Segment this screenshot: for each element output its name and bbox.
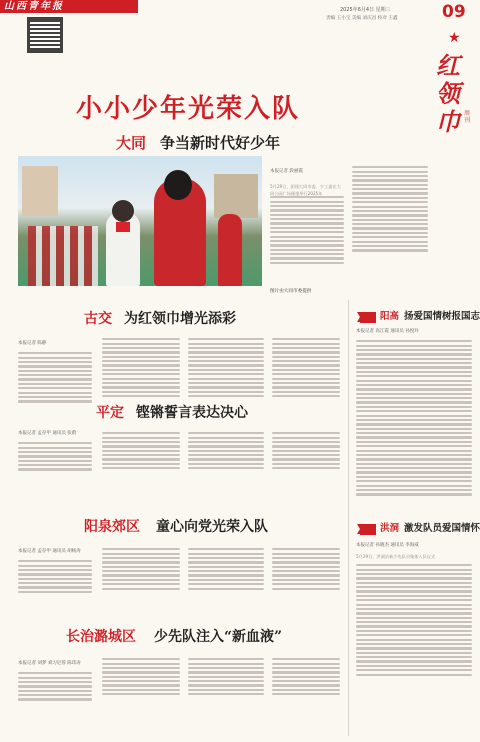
story6-flag-icon	[360, 520, 376, 539]
story3-flag-icon	[360, 308, 376, 327]
story4-body	[272, 430, 340, 472]
story3-title: 扬爱国情树报国志	[404, 311, 480, 322]
column-title-char: 领	[436, 79, 460, 108]
column-title-box	[434, 28, 478, 138]
story5-body	[272, 546, 340, 592]
qr-code	[27, 17, 63, 53]
story2-body	[188, 336, 264, 399]
story7-title: 少先队注入“新血液”	[154, 629, 283, 645]
story4-byline: 本报记者 孟存甲 通讯员 张蔚	[18, 431, 77, 436]
story2-body	[18, 350, 92, 405]
story1-byline: 本报记者 段丽霞	[270, 169, 303, 174]
story6-lead: 5月29日，洪洞县新少先队员集体入队仪式	[356, 554, 436, 559]
story5-region: 阳泉郊区	[84, 519, 140, 535]
date-line: 2025年6月4日 星期三	[340, 7, 391, 13]
story2-body	[272, 336, 340, 399]
story3-byline: 本报记者 高江霞 通讯员 孙悦玲	[356, 329, 419, 334]
story1-photo-caption: 图片由大同市委提供	[270, 289, 312, 294]
story4-body	[102, 430, 180, 472]
story4-body	[18, 440, 92, 473]
column-subtitle: 周刊	[464, 110, 471, 124]
story1-photo	[18, 156, 262, 286]
story3-region: 阳高	[380, 311, 400, 322]
story5-title: 童心向党光荣入队	[156, 519, 268, 535]
story5-body	[188, 546, 264, 592]
story7-region: 长治潞城区	[66, 629, 136, 645]
story1-title: 争当新时代好少年	[160, 134, 281, 152]
story6-region: 洪洞	[380, 523, 400, 534]
story6-byline: 本报记者 孙晓杰 通讯员 李海威	[356, 543, 419, 548]
star-icon: ★	[448, 30, 461, 46]
photo-building	[22, 166, 58, 216]
column-divider	[348, 300, 349, 736]
story4-region: 平定	[96, 405, 124, 421]
story5-byline: 本报记者 孟存甲 通讯员 胡杨涛	[18, 549, 81, 554]
story5-body	[102, 546, 180, 592]
column-title-char: 红	[436, 51, 460, 80]
story4-body	[188, 430, 264, 472]
column-title-char: 巾	[436, 107, 460, 136]
story2-body	[102, 336, 180, 399]
editor-line: 责编 王小宝 美编 刘庆昌 校对 王鑫	[326, 16, 398, 21]
story2-title: 为红领巾增光添彩	[124, 311, 236, 327]
story1-region: 大同	[116, 134, 147, 152]
story1-lead: 5月29日，团建大同市委、少工委在大同公园广场隆重举行2025年	[270, 184, 341, 196]
story3-body	[356, 338, 472, 498]
photo-child-face	[112, 200, 134, 222]
main-headline: 小小少年光荣入队	[76, 94, 301, 124]
photo-building	[214, 174, 258, 218]
story6-body	[356, 562, 472, 678]
story7-byline: 本报记者 刘梦 刘习尼蓉 陈玮涛	[18, 661, 81, 666]
story7-body	[188, 656, 264, 698]
story7-body	[18, 670, 92, 703]
story2-region: 古交	[84, 311, 112, 327]
story2-byline: 本报记者 陈静	[18, 341, 47, 346]
page-number: 09	[442, 2, 466, 22]
photo-child-face	[164, 170, 192, 200]
photo-child	[218, 214, 242, 286]
masthead	[0, 0, 480, 62]
photo-scarf	[116, 222, 130, 232]
story4-title: 铿锵誓言表达决心	[136, 405, 248, 421]
story6-title: 激发队员爱国情怀	[404, 523, 480, 534]
story7-body	[272, 656, 340, 698]
story5-body	[18, 558, 92, 595]
story1-body	[270, 194, 344, 266]
story7-body	[102, 656, 180, 698]
paper-name: 山西青年报	[4, 1, 64, 12]
photo-crowd	[28, 226, 98, 286]
story1-body	[352, 164, 428, 254]
